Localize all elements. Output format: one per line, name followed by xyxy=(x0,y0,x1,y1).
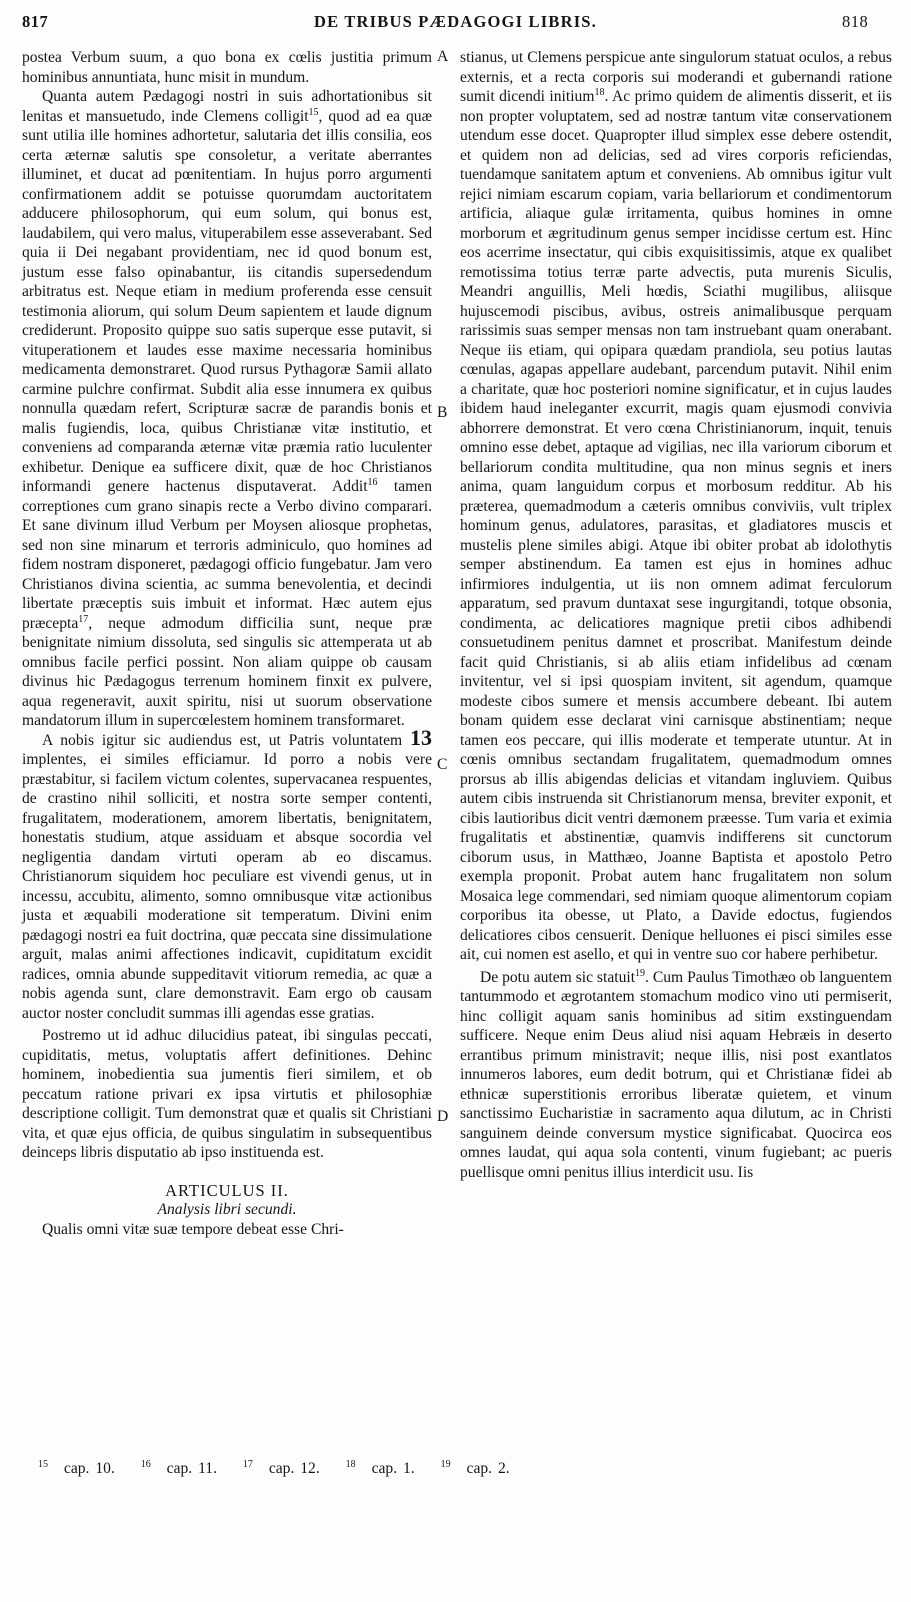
article-title: ARTICULUS II. xyxy=(165,1180,289,1200)
footnote: $^{18}$ cap. 1. xyxy=(345,1458,415,1477)
paragraph: postea Verbum suum, a quo bona ex cœlis justitia primum hominibus annuntiata, hunc misit in mundum. xyxy=(22,49,432,86)
margin-marker-b: B xyxy=(437,404,448,421)
footnote: $^{17}$ cap. 12. xyxy=(242,1458,320,1477)
footnotes xyxy=(38,1460,530,1478)
footnote: $^{16}$ cap. 11. xyxy=(140,1458,218,1477)
margin-marker-a: A xyxy=(437,48,449,65)
footnote-ref: 16 xyxy=(367,476,378,488)
page-number-left: 817 xyxy=(22,12,49,31)
footnote-ref: 19 xyxy=(635,967,646,979)
footnote-ref: 17 xyxy=(78,613,89,625)
footnote-ref: 18 xyxy=(594,86,605,98)
paragraph: A nobis igitur sic audiendus est, ut Patris voluntatem 13 implentes, ei similes efficiamur. Id porro a nobis vere præstabitur, si facilem victum colentes, supervacanea respuentes, de crastino nihil solliciti, et nostra sorte semper contenti, frugalitatem, moderationem, amorem libertatis, benignitatem, honestatis studium, atque assiduam et absque socordia vel negligentia dandam virtuti operam ab eo discamus. Christianorum siquidem hoc peculiare est vivendi genus, ut in incessu, accubitu, alimento, somno omnibusque vitæ actionibus justa et æquabili moderatione sit temperatum. Divini enim pædagogi nostri ea fuit doctrina, quæ peccata sine dissimulatione arguit, malas animi affectiones indicavit, cupiditatum excidit radices, omnia abunde suppeditavit vitiorum remedia, ac quæ a nobis agenda sunt, clare demonstravit. Eam ergo ob causam auctor noster concludit summas illi agendas esse gratias. xyxy=(22,724,432,1022)
paragraph: Postremo ut id adhuc dilucidius pateat, ibi singulas peccati, cupiditatis, metus, voluptatis affert definitiones. Dehinc hominem, inobedientia sua jumentis fieri similem, et ob peccatum ratione privari ex ipsa virtutis et philosophiæ descriptione colligit. Tum demonstrat quæ et qualis sit Christiani vita, et quæ ejus officia, de quibus singulatim in subsequentibus deinceps libris disputatio ab ipso instituenda est. xyxy=(22,1027,432,1161)
footnote-ref: 15 xyxy=(308,106,319,118)
paragraph: De potu autem sic statuit$^{19}$. Cum Paulus Timothæo ob languentem tantummodo et ægrotantem stomachum modico vino uti permiserit, hinc colligit aquam sanis hominibus ad sitim exstinguendam sufficere. Neque enim Deus aliud nisi aquam Hebræis in deserto errantibus primum ministravit; neque illis, nisi post exantlatos innumeros labores, eum dedit botrum, qui et Christianæ fidei ab ethnicæ superstitionis erroribus liberatæ quietem, et vinum sanctissimo Eucharistiæ in sacramento aqua dilutum, ac in Christi sanguinem deinde conversum mystice significabat. Quocirca eos omnes laudat, qui aqua sola contenti, vinum fugiebant; ac pueris puellisque omni penitus illius interdicit usu. Iis xyxy=(460,967,892,1181)
article-subtitle: Analysis libri secundi. xyxy=(157,1201,297,1218)
left-column xyxy=(22,48,432,1239)
paragraph: Quanta autem Pædagogi nostri in suis adhortationibus sit lenitas et mansuetudo, inde Clemens colligit$^{15}$, quod ad ea quæ sunt utilia ille homines adhortetur, salutaria det illis consilia, eos certa æternæ salutis spe consoletur, a veritate aberrantes illuminet, et ducat ad pœnitentiam. In hujus porro argumenti confirmationem addit se potuisse quorumdam auctoritatem adducere philosophorum, qui eum solum, qui bonus est, laudabilem, qui vero malus, vituperabilem esse asseverabant. Sed quia ii Dei negabant providentiam, nec id quod bonum est, justum esse falso opinabantur, iis citandis supersedendum arbitratus est. Neque etiam in medium proferenda esse censuit testimonia aliorum, qui solum Deum sapientem et laude dignum crediderunt. Proposito quippe suo satis superque esse putavit, si vituperationem et laudes esse maxime necessaria hominibus medicamenta demonstraret. Quod rursus Pythagoræ Samii allato carmine pulchre confirmat. Subdit alia esse innumera ex quibus nonnulla quædam refert, Scripturæ sacræ de parandis bonis et malis fugiendis, loca, quibus Christianæ vitæ institutio, et conveniens ad comparanda æternæ vitæ præmia ratio luculenter exhibetur. Denique ea sufficere dixit, quæ de hoc Christianos informandi genere hactenus disputaverat. Addit$^{16}$ tamen correptiones cum grano sinapis recte a Verbo divino comparari. Et sane divinum illud Verbum per Moysen aliosque prophetas, sed non sine minarum et terroris adminiculo, quo homines ad fidem nostram disponeret, pædagogi officio fungebatur. Jam vero Christianos divina scientia, ac summa benevolentia, et decindi libertate præceptis suis imbuit et informat. Hæc autem ejus præcepta$^{17}$, neque admodum difficilia sunt, neque præ benignitate nimium dissoluta, sed singulis sic attemperata ut ab omnibus facile perfici possint. Non aliam quippe ob causam divinus hic Pædagogus terrenum hominem finxit ex pulvere, aqua regeneravit, auxit spiritu, nisi ut suorum observatione mandatorum illum in supercœlestem hominem transformaret. xyxy=(22,88,432,729)
margin-marker-d: D xyxy=(437,1108,449,1125)
margin-marker-c: C xyxy=(437,756,448,773)
footnote: $^{15}$ cap. 10. xyxy=(38,1458,115,1477)
right-column xyxy=(460,48,892,1182)
footnote: $^{19}$ cap. 2. xyxy=(440,1458,510,1477)
paragraph: Qualis omni vitæ suæ tempore debeat esse Chri- xyxy=(42,1220,344,1238)
running-title: DE TRIBUS PÆDAGOGI LIBRIS. xyxy=(313,12,598,31)
page-number-right: 818 xyxy=(842,12,869,31)
section-number: 13 xyxy=(410,724,432,750)
paragraph: stianus, ut Clemens perspicue ante singulorum statuat oculos, a rebus externis, et a recta corporis sui moderandi et gubernandi ratione sumit dicendi initium$^{18}$. Ac primo quidem de alimentis disserit, et iis non propter voluptatem, sed ad nostræ tantum vitæ conservationem utendum esse docet. Quapropter illud simplex esse debere ostendit, et quidem non ad delicias, sed ad vires corporis reficiendas, tuendamque sanitatem aptum et conveniens. Ab omnibus igitur vult rejici nimiam escarum copiam, varia bellariorum et condimentorum artificia, aliaque gulæ irritamenta, quibus homines in omne morborum et ægritudinum genus semper incidisse certum est. Hinc eos acerrime insectatur, qui cibis exquisitissimis, atque ex qualibet remotissima totius terræ parte advectis, puta murenis Siculis, Meandri anguillis, Meli hœdis, Sciathi mugilibus, aliisque hujuscemodi piscibus, avibus, ostreis animalibusque perquam rarissimis suas semper mensas non tam instruebant quam onerabant. Neque iis etiam, qui opipara quædam prandiola, seu potius lautas cœnulas, agapas appellare audebant, parcendum putavit. Nihil enim a charitate, quæ hoc posteriori nomine significatur, et in cujus laudes ibidem haud ineleganter excurrit, magis quam ejusmodi convivia abhorrere demonstrat. Et vero cœna Christinianorum, inquit, tenuis omnino esse debet, aptaque ad vigilias, nec illa variorum ciborum et bellariorum condita multitudine, qua non minus segnis et iners anima, quam languidum corpus et morbosum redditur. Ab his præterea, quemadmodum a cæteris omnibus conviviis, vult triplex hominum genus, adulatores, parasitas, et gladiatores muscis et mustelis plene similes abigi. Atque ibi obiter probat ab idolothytis semper abstinendum. Ea tamen est ejus in homines adhuc infirmiores indulgentia, ut iis non omnem adimat ferculorum apparatum, sed pravum duntaxat sese ingurgitandi, totque obsonia, condimenta, ac delicatiores magnique pretii cibos adhibendi consuetudinem penitus damnet et proscribat. Manifestum deinde facit quid Christianis, si ab aliis etiam infidelibus ad cœnam invitentur, vel si ipsi quospiam invitent, sit agendum, quamque modeste cibos sumere et mensis accumbere debeant. Ibi autem bonam quidem esse declarat vini carnisque abstinentiam; neque tamen eos peccare, qui illis moderate et temperate utuntur. At in cœnis omnibus sectandam frugalitatem, quemadmodum omnes prorsus ab illis abigendas delicias et vitandam ingluviem. Quibus autem cibis instruenda sit Christianorum mensa, breviter exponit, et cibis lautioribus dicit ventri dæmonem præesse. Tum varia et eximia frugalitatis et abstinentiæ, quamvis indifferens sit cunctorum ciborum usus, in Matthæo, Joanne Baptista et apostolo Petro exempla proponit. Probat autem hanc frugalitatem non solum Mosaica lege commendari, sed nimiam quoque alimentorum copiam corporibus ita obesse, ut Plato, a Davide edoctus, fugiendos delicatiores cibos censuerit. Denique helluones ei pisci similes esse ait, cui nomen est asello, et qui in ventre suo cor habere perhibetur. xyxy=(460,49,892,963)
